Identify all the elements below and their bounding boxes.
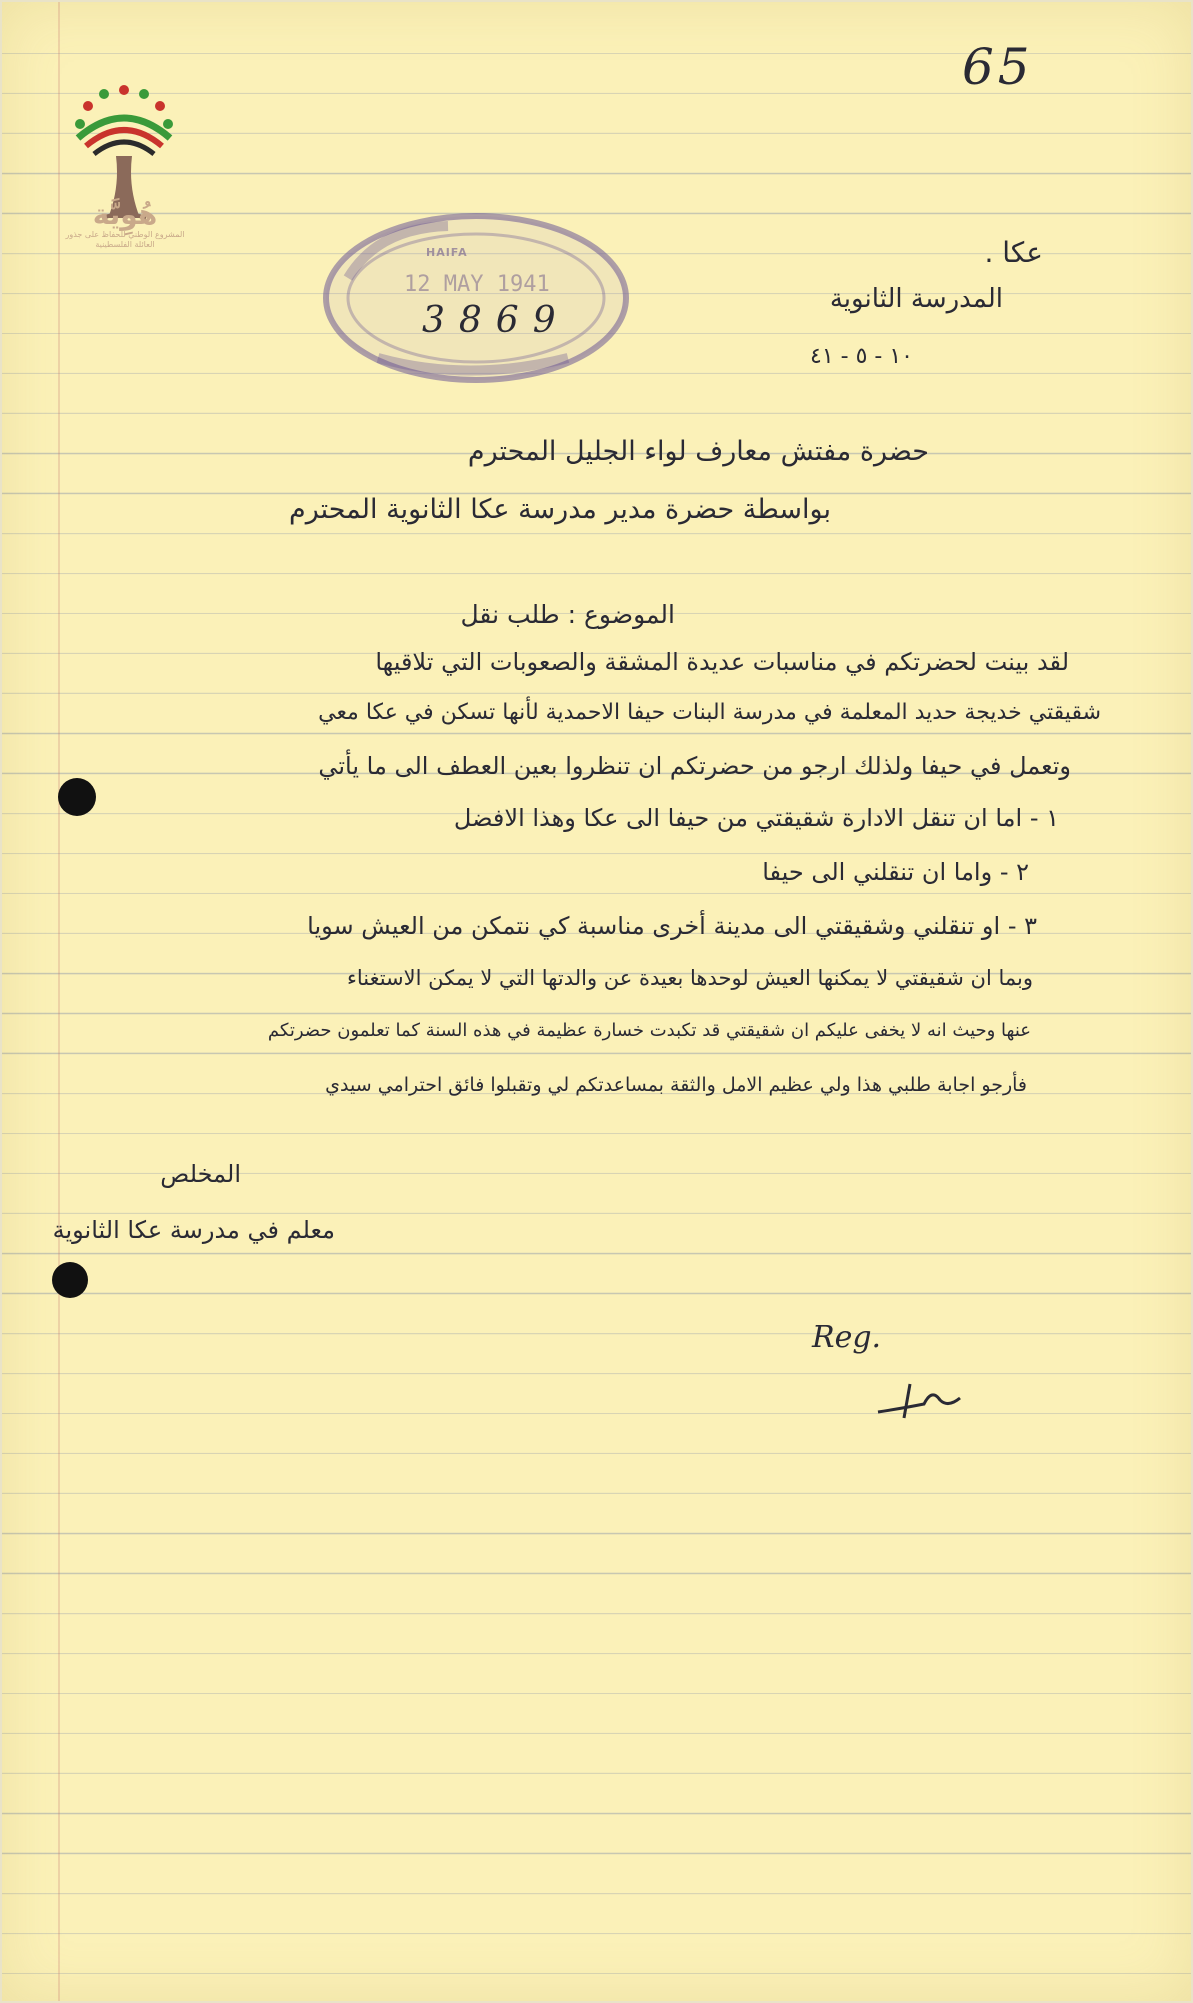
body-line: لقد بينت لحضرتكم في مناسبات عديدة المشقة والصعوبات التي تلاقيها	[375, 648, 1069, 676]
body-line: ٣ - او تنقلني وشقيقتي الى مدينة أخرى مناسبة كي نتمكن من العيش سويا	[307, 912, 1037, 940]
body-line: ٢ - واما ان تنقلني الى حيفا	[762, 858, 1029, 886]
received-stamp-icon	[318, 208, 634, 388]
registry-annotation: Reg.	[812, 1320, 882, 1355]
binder-hole	[52, 1262, 88, 1298]
header-date: ١٠ - ٥ - ٤١	[810, 344, 913, 369]
page-number: 65	[962, 38, 1034, 96]
body-line: شقيقتي خديجة حديد المعلمة في مدرسة البنات حيفا الاحمدية لأنها تسكن في عكا معي	[318, 700, 1101, 725]
body-line: وتعمل في حيفا ولذلك ارجو من حضرتكم ان تنظروا بعين العطف الى ما يأتي	[318, 752, 1071, 780]
stamp-reference-number: 3869	[422, 300, 570, 341]
header-place: عكا .	[984, 236, 1043, 269]
logo-caption	[60, 200, 190, 250]
closing-salutation: المخلص	[160, 1160, 241, 1188]
body-line: ١ - اما ان تنقل الادارة شقيقتي من حيفا الى عكا وهذا الافضل	[453, 804, 1059, 832]
addressee-line-2: بواسطة حضرة مدير مدرسة عكا الثانوية المحترم	[288, 494, 831, 525]
family-figures	[75, 85, 173, 154]
logo-name: هُوِيَّة	[92, 198, 158, 231]
body-line: فأرجو اجابة طلبي هذا ولي عظيم الامل والثقة بمساعدتكم لي وتقبلوا فائق احترامي سيدي	[325, 1074, 1027, 1096]
closing-signature-title: معلم في مدرسة عكا الثانوية	[52, 1216, 335, 1244]
stamp-city: HAIFA	[426, 246, 468, 259]
margin-line	[58, 2, 60, 2001]
addressee-line-1: حضرة مفتش معارف لواء الجليل المحترم	[467, 436, 929, 467]
binder-hole	[58, 778, 96, 816]
body-line: وبما ان شقيقتي لا يمكنها العيش لوحدها بعيدة عن والدتها التي لا يمكن الاستغناء	[346, 966, 1033, 990]
logo-subtitle: المشروع الوطني للحفاظ على جذور العائلة الفلسطينية	[65, 230, 185, 249]
header-school: المدرسة الثانوية	[829, 284, 1003, 314]
body-line: عنها وحيث انه لا يخفى عليكم ان شقيقتي قد تكبدت خسارة عظيمة في هذه السنة كما تعلمون حضرتكم	[267, 1020, 1031, 1041]
handwritten-initials-icon	[874, 1378, 964, 1422]
stamp-date: 12 MAY 1941	[404, 272, 550, 297]
subject-line: الموضوع : طلب نقل	[460, 600, 675, 629]
